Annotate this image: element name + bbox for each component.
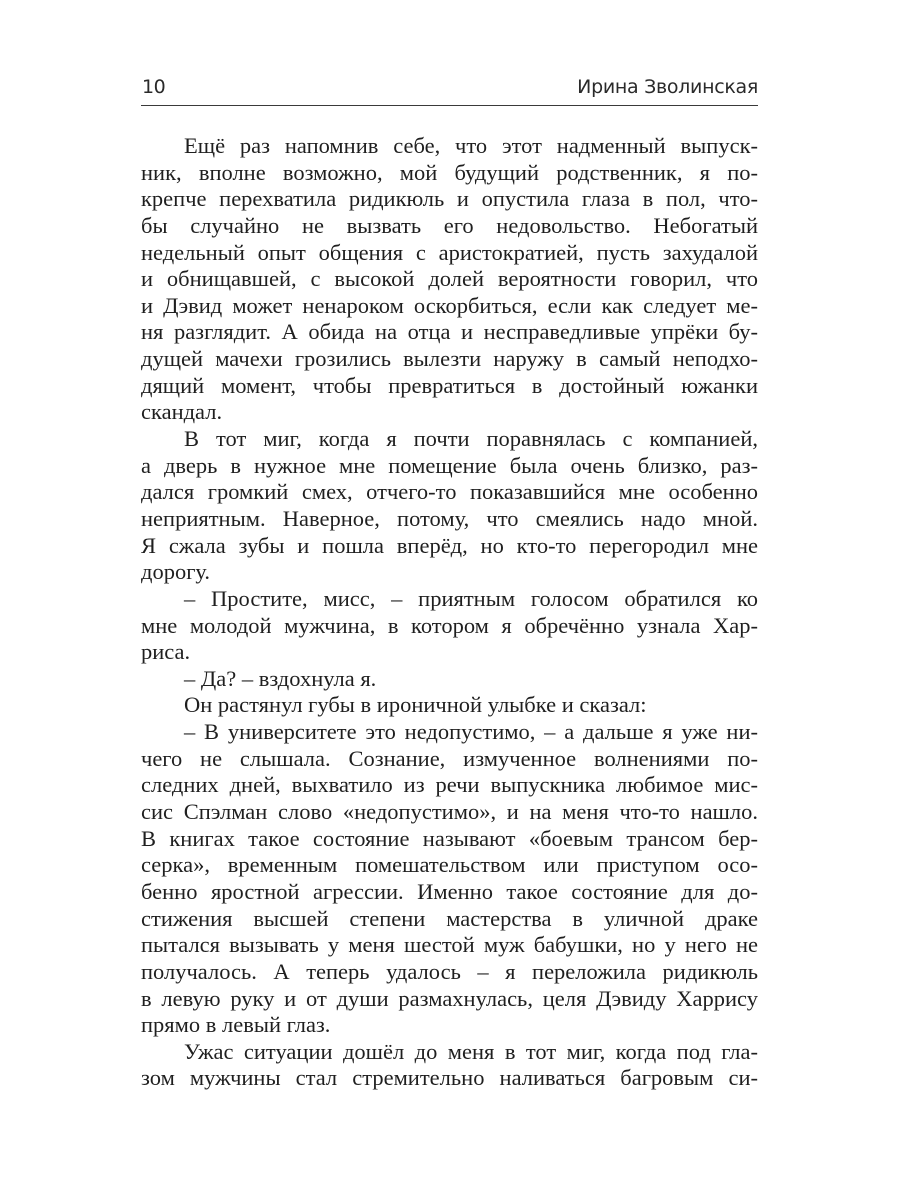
text-line: В книгах такое состояние называют «боевым трансом бер- (141, 825, 758, 851)
text-line: получалось. А теперь удалось – я переложила ридикюль (141, 958, 758, 984)
text-line: бенно яростной агрессии. Именно такое состояние для до- (141, 878, 758, 904)
text-line: сис Спэлман слово «недопустимо», и на меня что-то нашло. (141, 799, 758, 825)
text-line: неприятным. Наверное, потому, что смеялись надо мной. (141, 505, 758, 531)
body-text (141, 133, 758, 1092)
text-line: скандал. (141, 399, 223, 425)
text-line: дорогу. (141, 559, 211, 585)
text-line: прямо в левый глаз. (141, 1012, 331, 1038)
text-line: бы случайно не вызвать его недовольство. Небогатый (141, 212, 758, 238)
text-line: Я сжала зубы и пошла вперёд, но кто-то перегородил мне (141, 532, 758, 558)
text-line: – В университете это недопустимо, – а дальше я уже ни- (184, 719, 758, 745)
header-rule (141, 105, 758, 106)
text-line: мне молодой мужчина, в котором я обречённо узнала Хар- (141, 612, 758, 638)
text-line: – Простите, мисс, – приятным голосом обратился ко (184, 585, 758, 611)
text-line: а дверь в нужное мне помещение была очень близко, раз- (141, 452, 758, 478)
text-line: Он растянул губы в ироничной улыбке и сказал: (184, 692, 647, 718)
text-line: пытался вызывать у меня шестой муж бабушки, но у него не (141, 932, 758, 958)
text-line: серка», временным помешательством или приступом осо- (141, 852, 758, 878)
text-line: недельный опыт общения с аристократией, пусть захудалой (141, 239, 758, 265)
text-line: Ужас ситуации дошёл до меня в тот миг, когда под гла- (184, 1038, 758, 1064)
author-name: Ирина Зволинская (577, 76, 758, 98)
text-line: чего не слышала. Сознание, измученное волнениями по- (141, 745, 758, 771)
text-line: зом мужчины стал стремительно наливаться багровым си- (141, 1065, 758, 1091)
text-line: и обнищавшей, с высокой долей вероятности говорил, что (141, 266, 758, 292)
text-line: ня разглядит. А обида на отца и несправедливые упрёки бу- (141, 319, 758, 345)
text-line: следних дней, выхватило из речи выпускника любимое мис- (141, 772, 758, 798)
text-line: дался громкий смех, отчего-то показавшийся мне особенно (141, 479, 758, 505)
text-line: крепче перехватила ридикюль и опустила глаза в пол, что- (141, 186, 758, 212)
text-line: в левую руку и от души размахнулась, целя Дэвиду Харрису (141, 985, 758, 1011)
text-line: – Да? – вздохнула я. (184, 665, 377, 691)
text-line: дящий момент, чтобы превратиться в достойный южанки (141, 372, 758, 398)
running-head (141, 76, 758, 102)
text-line: стижения высшей степени мастерства в уличной драке (141, 905, 758, 931)
text-line: риса. (141, 639, 191, 665)
text-line: В тот миг, когда я почти поравнялась с компанией, (184, 426, 758, 452)
page-number: 10 (142, 76, 166, 98)
text-line: Ещё раз напомнив себе, что этот надменный выпуск- (184, 133, 758, 158)
text-line: ник, вполне возможно, мой будущий родственник, я по- (141, 159, 758, 185)
text-line: и Дэвид может ненароком оскорбиться, если как следует ме- (141, 292, 758, 318)
text-line: дущей мачехи грозились вылезти наружу в самый неподхо- (141, 346, 758, 372)
